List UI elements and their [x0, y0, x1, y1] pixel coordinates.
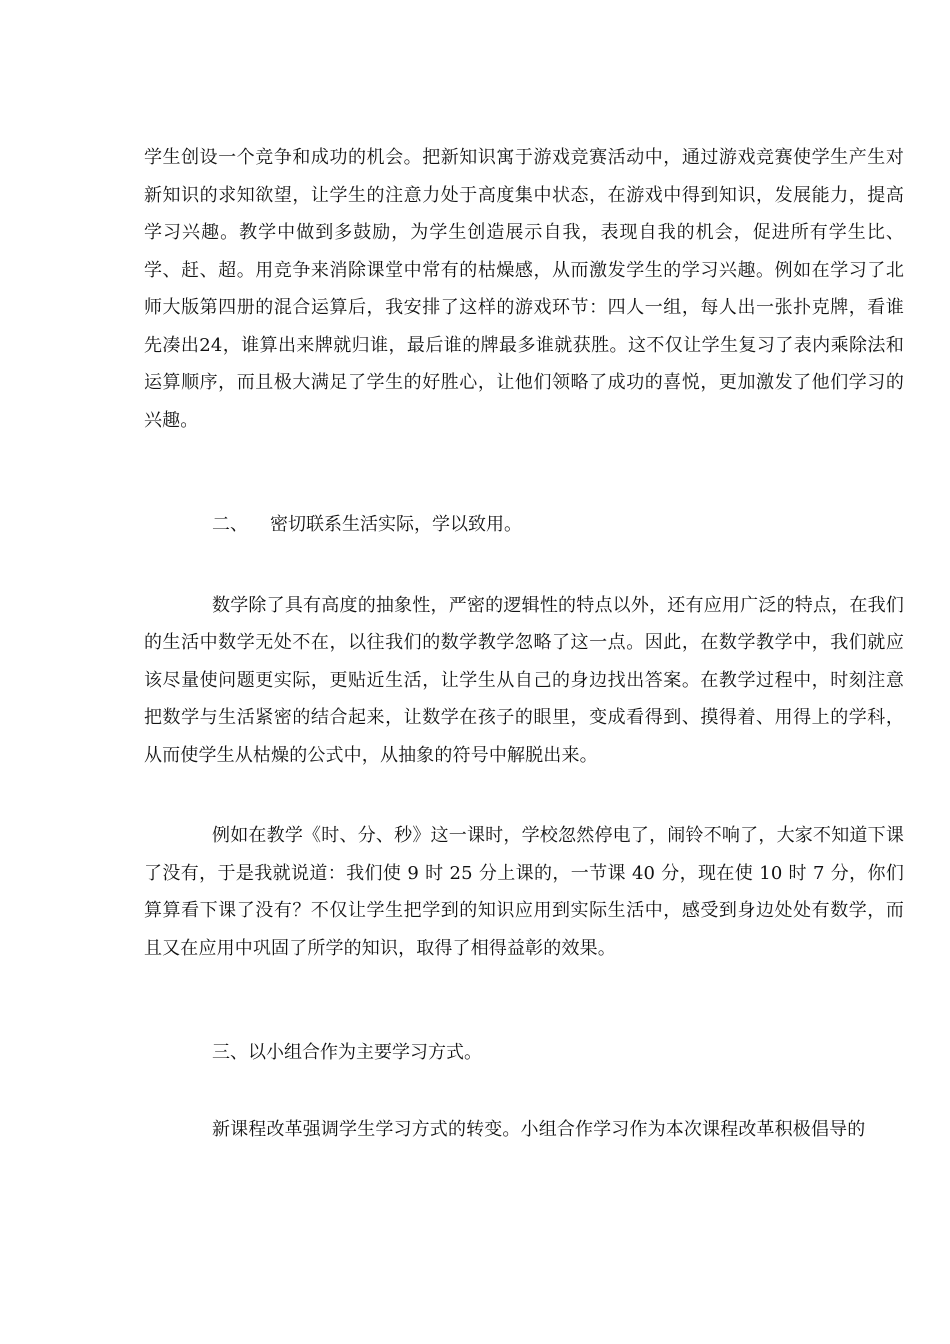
paragraph-game-competition: 学生创设一个竞争和成功的机会。把新知识寓于游戏竞赛活动中，通过游戏竞赛使学生产生对新知识的求知欲望，让学生的注意力处于高度集中状态，在游戏中得到知识，发展能力，提高学习兴趣。教学中做到多鼓励，为学生创造展示自我，表现自我的机会，促进所有学生比、学、赶、超。用竞争来消除课堂中常有的枯燥感，从而激发学生的学习兴趣。例如在学习了北师大版第四册的混合运算后，我安排了这样的游戏环节：四人一组，每人出一张扑克牌，看谁先凑出24，谁算出来牌就归谁，最后谁的牌最多谁就获胜。这不仅让学生复习了表内乘除法和运算顺序，而且极大满足了学生的好胜心，让他们领略了成功的喜悦，更加激发了他们学习的兴趣。: [144, 147, 904, 431]
document-body: [144, 139, 904, 1148]
section-heading-2: [144, 506, 904, 544]
section-heading-2-number: 二、: [212, 514, 248, 535]
paragraph-group-learning: 新课程改革强调学生学习方式的转变。小组合作学习作为本次课程改革积极倡导的: [212, 1118, 866, 1140]
paragraph-time-example: 例如在教学《时、分、秒》这一课时，学校忽然停电了，闹铃不响了，大家不知道下课了没有，于是我就说道：我们使 9 时 25 分上课的，一节课 40 分，现在使 10 时 7 分，你们算算看下课了没有？不仅让学生把学到的知识应用到实际生活中，感受到身边处处有数学，而且又在应用中巩固了所学的知识，取得了相得益彰的效果。: [144, 825, 904, 959]
paragraph-math-life: 数学除了具有高度的抽象性，严密的逻辑性的特点以外，还有应用广泛的特点，在我们的生活中数学无处不在，以往我们的数学教学忽略了这一点。因此，在数学教学中，我们就应该尽量使问题更实际，更贴近生活，让学生从自己的身边找出答案。在教学过程中，时刻注意把数学与生活紧密的结合起来，让数学在孩子的眼里，变成看得到、摸得着、用得上的学科，从而使学生从枯燥的公式中，从抽象的符号中解脱出来。: [144, 594, 904, 766]
section-heading-3: 三、以小组合作为主要学习方式。: [212, 1042, 482, 1063]
section-heading-2-text: 密切联系生活实际，学以致用。: [270, 514, 522, 535]
